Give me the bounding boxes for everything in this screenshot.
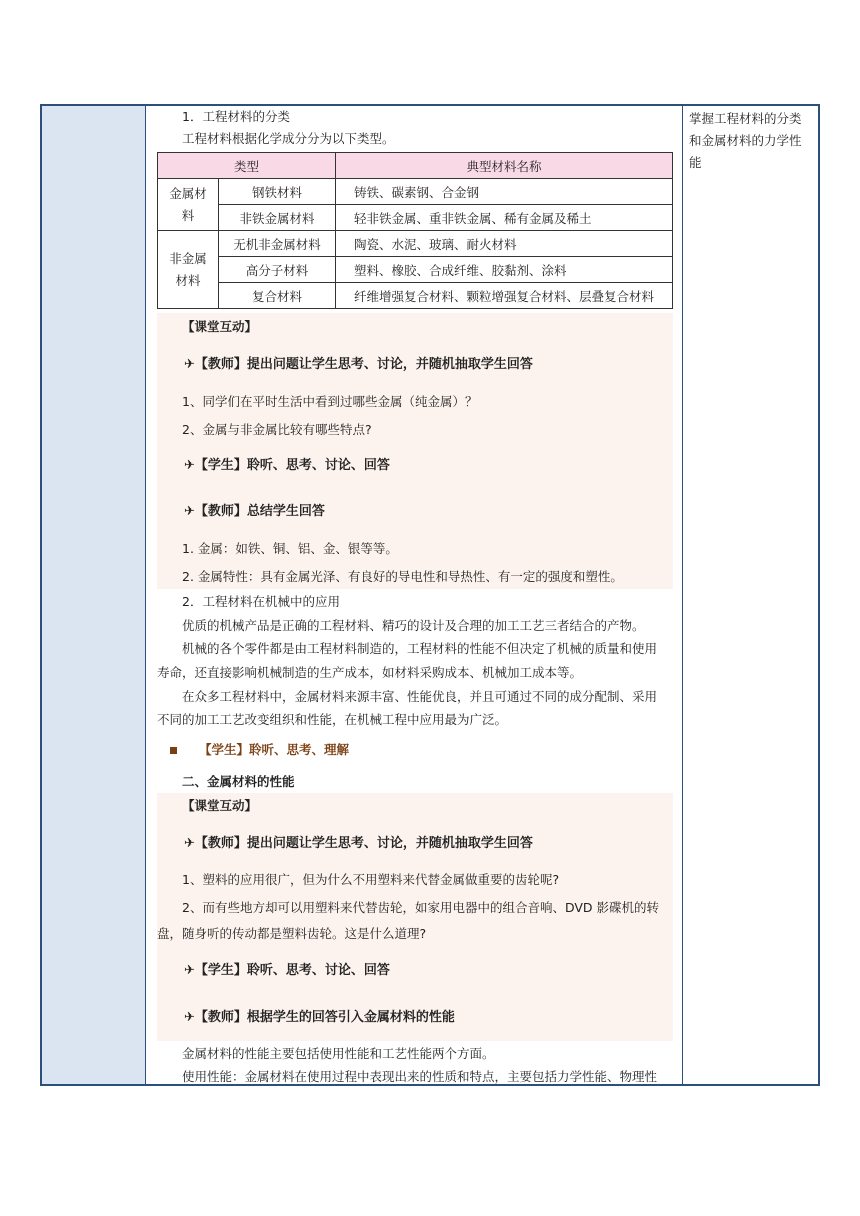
part2-title: 二、金属材料的性能 [182,774,295,789]
section2-p3b: 不同的加工工艺改变组织和性能，在机械工程中应用最为广泛。 [157,712,508,727]
interact2-heading: 【课堂互动】 [182,798,258,813]
materials-table [157,152,673,309]
table-header-row [158,153,673,179]
closing-p2: 使用性能：金属材料在使用过程中表现出来的性质和特点，主要包括力学性能、物理性 [182,1069,658,1084]
subtype: 非铁金属材料 [219,205,336,231]
interact1-q1: 1、同学们在平时生活中看到过哪些金属（纯金属）？ [182,394,478,409]
subtype: 钢铁材料 [219,179,336,205]
interact2-teacher-question: ✈【教师】提出问题让学生思考、讨论，并随机抽取学生回答 [184,836,533,851]
group-metal: 金属材料 [158,179,219,231]
interact2-q1: 1、塑料的应用很广，但为什么不用塑料来代替金属做重要的齿轮呢? [182,872,560,887]
interact1-teacher-question: ✈【教师】提出问题让学生思考、讨论，并随机抽取学生回答 [184,357,533,372]
examples: 轻非铁金属、重非铁金属、稀有金属及稀土 [336,205,673,231]
interaction-block-2 [157,793,673,1041]
left-column [40,104,146,1086]
header-type: 类型 [158,153,336,179]
interact2-q2b: 盘，随身听的传动都是塑料齿轮。这是什么道理? [157,926,427,941]
table-row [158,283,673,309]
interact2-q2a: 2、而有些地方却可以用塑料来代替齿轮，如家用电器中的组合音响、DVD 影碟机的转 [182,900,660,915]
section2-p2b: 寿命，还直接影响机械制造的生产成本，如材料采购成本、机械加工成本等。 [157,665,583,680]
interact1-heading: 【课堂互动】 [182,319,258,334]
section2-p2a: 机械的各个零件都是由工程材料制造的，工程材料的性能不但决定了机械的质量和使用 [182,641,658,656]
examples: 陶瓷、水泥、玻璃、耐火材料 [336,231,673,257]
section2-title: 2．工程材料在机械中的应用 [182,594,340,609]
objective-column [682,104,820,1086]
closing-p1: 金属材料的性能主要包括使用性能和工艺性能两个方面。 [182,1046,495,1061]
examples: 铸铁、碳素钢、合金钢 [336,179,673,205]
table-row [158,205,673,231]
group-nonmetal: 非金属材料 [158,231,219,309]
section1-title: 1．工程材料的分类 [182,109,290,124]
interact2-student: ✈【学生】聆听、思考、讨论、回答 [184,963,390,978]
examples: 塑料、橡胶、合成纤维、胶黏剂、涂料 [336,257,673,283]
table-row [158,231,673,257]
section2-p1: 优质的机械产品是正确的工程材料、精巧的设计及合理的加工工艺三者结合的产物。 [182,618,645,633]
subtype: 高分子材料 [219,257,336,283]
examples: 纤维增强复合材料、颗粒增强复合材料、层叠复合材料 [336,283,673,309]
interact1-teacher-summary: ✈【教师】总结学生回答 [184,504,325,519]
header-examples: 典型材料名称 [336,153,673,179]
section1-intro: 工程材料根据化学成分分为以下类型。 [182,131,395,146]
table-row [158,257,673,283]
section2-student: 【学生】聆听、思考、理解 [170,741,349,759]
table-row [158,179,673,205]
interact1-answer2: 2. 金属特性：具有金属光泽、有良好的导电性和导热性、有一定的强度和塑性。 [182,569,623,584]
interact2-teacher-guide: ✈【教师】根据学生的回答引入金属材料的性能 [184,1010,455,1025]
square-bullet-icon [170,747,177,754]
subtype: 复合材料 [219,283,336,309]
subtype: 无机非金属材料 [219,231,336,257]
interact1-answer1: 1. 金属：如铁、铜、铝、金、银等等。 [182,541,398,556]
section2-p3a: 在众多工程材料中，金属材料来源丰富、性能优良，并且可通过不同的成分配制、采用 [182,689,658,704]
interact1-q2: 2、金属与非金属比较有哪些特点? [182,422,372,437]
objective-text: 掌握工程材料的分类和金属材料的力学性能 [689,111,802,170]
interact1-student: ✈【学生】聆听、思考、讨论、回答 [184,458,390,473]
